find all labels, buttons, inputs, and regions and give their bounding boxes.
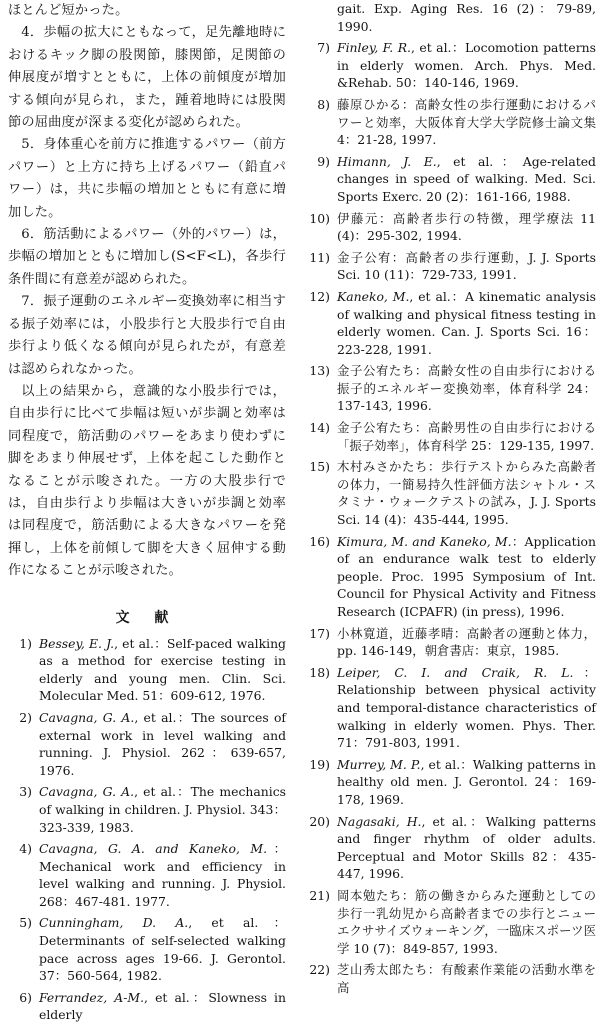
reference-citation: , et al.：The mechanics of walking in children. J. Physiol. 343：323-339, 1983. xyxy=(39,784,287,835)
reference-number: 15) xyxy=(309,459,330,475)
reference-citation: 金子公宥たち：高齢女性の自由歩行における振子的エネルギー変換効率，体育科学 24：137-143, 1996. xyxy=(337,363,596,414)
reference-text xyxy=(337,39,596,92)
reference-item xyxy=(8,989,286,1024)
reference-text xyxy=(337,887,596,957)
reference-authors: Cavagna, G. A. and Kaneko, M. xyxy=(39,841,268,857)
reference-item xyxy=(8,783,286,836)
reference-number: 9) xyxy=(317,153,330,169)
references-heading: 文 献 xyxy=(115,609,179,626)
reference-citation: 伊藤元：高齢者歩行の特徴，理学療法 11 (4)：295-302, 1994. xyxy=(337,210,596,244)
reference-number: 13) xyxy=(309,363,330,379)
reference-text xyxy=(39,635,286,705)
reference-number: 4) xyxy=(19,841,32,857)
reference-text xyxy=(39,709,286,779)
reference-citation: 藤原ひかる：高齢女性の歩行運動におけるパワーと効率，大阪体育大学大学院修士論文集 4：21-28, 1997. xyxy=(337,96,596,148)
reference-item xyxy=(306,362,596,415)
reference-text xyxy=(337,813,596,883)
reference-authors: Murrey, M. P. xyxy=(337,756,421,772)
reference-item xyxy=(306,887,596,957)
reference-citation: ：Relationship between physical activity and temporal-distance characteristics of walking in elderly women. Phys. Ther. 71：791-803, 1991. xyxy=(337,664,596,751)
reference-text xyxy=(337,533,596,621)
reference-citation: ：Mechanical work and efficiency in level walking and running. J. Physiol. 268：467-481. 1977. xyxy=(39,841,286,909)
reference-number: 18) xyxy=(309,664,330,680)
reference-citation: , et al.：Self-paced walking as a method for exercise testing in elderly and young men. Clin. Sci. Molecular Med. 51：609-612, 1976. xyxy=(39,635,286,704)
reference-number: 16) xyxy=(309,533,330,549)
references-list-right xyxy=(306,0,596,996)
reference-citation: 小林寛道，近藤孝晴：高齢者の運動と体力，pp. 146-149，朝倉書店：東京，1985. xyxy=(337,625,596,659)
reference-number: 17) xyxy=(309,625,330,641)
reference-text xyxy=(337,419,596,454)
reference-number: 11) xyxy=(309,249,330,265)
reference-authors: Cunningham, D. A. xyxy=(39,915,189,931)
paragraph-finding-5: 5．身体重心を前方に推進するパワー（前方パワー）と上方に持ち上げるパワー（鉛直パワー）は，共に歩幅の増加とともに有意に増加した。 xyxy=(8,137,286,220)
reference-number: 14) xyxy=(309,420,330,436)
reference-citation: , et al.：Slowness in elderly xyxy=(39,989,286,1023)
reference-item xyxy=(306,96,596,149)
reference-item xyxy=(306,249,596,284)
reference-citation: , et al.：Determinants of self-selected walking pace across ages 19-66. J. Gerontol. 37：560-564, 1982. xyxy=(39,915,286,984)
reference-number: 6) xyxy=(19,989,32,1005)
right-column xyxy=(306,0,596,1000)
reference-authors: Bessey, E. J. xyxy=(39,635,115,651)
reference-number: 21) xyxy=(309,887,330,903)
reference-number: 20) xyxy=(309,813,330,829)
references-list-left xyxy=(8,635,286,1024)
paragraph-continuation: ほとんど短かった。 xyxy=(8,3,129,18)
reference-item xyxy=(306,288,596,358)
reference-item xyxy=(8,840,286,910)
reference-text xyxy=(337,153,596,206)
reference-item xyxy=(8,635,286,705)
left-column xyxy=(8,0,286,1028)
reference-citation: , et al.：The sources of external work in level walking and running. J. Physiol. 262：639-657, 1976. xyxy=(39,709,286,778)
reference-number: 7) xyxy=(317,40,330,56)
reference-citation: , et al.：A kinematic analysis of walking and physical fitness testing in elderly women. Can. J. Sports Sci. 16：223-228, 1991. xyxy=(337,288,596,357)
reference-citation: 木村みさかたち：歩行テストからみた高齢者の体力，一簡易持久性評価方法シャトル・スタミナ・ウォークテストの試み，J. J. Sports Sci. 14 (4)：435-444, 1995. xyxy=(337,459,596,528)
reference-citation: , et al.：Walking patterns in healthy old men. J. Gerontol. 24：169-178, 1969. xyxy=(337,756,597,807)
reference-number: 12) xyxy=(309,288,330,304)
reference-item xyxy=(306,153,596,206)
reference-item xyxy=(306,664,596,752)
reference-number: 2) xyxy=(19,709,32,725)
reference-item xyxy=(8,914,286,984)
reference-citation: 金子公宥：高齢者の歩行運動，J. J. Sports Sci. 10 (11)：729-733, 1991. xyxy=(337,249,596,283)
reference-item xyxy=(306,533,596,621)
reference-citation: 芝山秀太郎たち：有酸素作業能の活動水準を高 xyxy=(337,962,596,995)
paragraph-finding-7: 7．振子運動のエネルギー変換効率に相当する振子効率には，小股歩行と大股歩行で自由歩行より低くなる傾向が見られたが，有意差は認められなかった。 xyxy=(8,294,286,377)
reference-citation: gait. Exp. Aging Res. 16 (2)：79-89, 1990. xyxy=(337,1,596,34)
reference-text xyxy=(39,989,286,1024)
reference-text xyxy=(39,783,286,836)
reference-item xyxy=(306,458,596,528)
paragraph-conclusion: 以上の結果から，意識的な小股歩行では，自由歩行に比べて歩幅は短いが歩調と効率は同程度で，筋活動のパワーをあまり使わずに脚をあまり伸展せず，上体を起こした動作となることが示唆された。一方の大股歩行では，自由歩行より歩幅は大きいが歩調と効率は同程度で，筋活動による大きなパワーを発揮し，上体を前傾して脚を大きく屈伸する動作になることが示唆された。 xyxy=(8,383,286,579)
reference-authors: Leiper, C. I. and Craik, R. L. xyxy=(337,664,574,680)
reference-item xyxy=(306,813,596,883)
reference-item xyxy=(306,210,596,245)
paragraph-finding-6: 6．筋活動によるパワー（外的パワー）は，歩幅の増加とともに増加し(S<F<L)，各歩行条件間に有意差が認められた。 xyxy=(8,227,286,287)
reference-text xyxy=(337,664,596,752)
reference-number: 5) xyxy=(19,915,32,931)
reference-authors: Cavagna, G. A. xyxy=(39,709,135,725)
reference-text xyxy=(337,458,596,528)
reference-item xyxy=(306,625,596,660)
reference-citation: ：Application of an endurance walk test to elderly people. Proc. 1995 Symposium of Int. Council for Physical Activity and Fitness Research (ICPAFR) (in press), 1996. xyxy=(337,533,596,619)
reference-citation: 岡本勉たち：筋の働きからみた運動としての歩行一乳幼児から高齢者までの歩行とニューエクササイズウォーキング，一臨床スポーツ医学 10 (7)：849-857, 1993. xyxy=(337,887,596,956)
reference-number xyxy=(306,0,337,35)
reference-item xyxy=(306,961,596,996)
reference-number: 19) xyxy=(309,756,330,772)
reference-text xyxy=(337,756,596,809)
reference-text xyxy=(337,288,596,358)
reference-citation: 金子公宥たち：高齢男性の自由歩行における「振子効率」，体育科学 25：129-135, 1997. xyxy=(337,420,596,453)
reference-number: 3) xyxy=(19,784,32,800)
reference-number: 1) xyxy=(19,635,32,651)
reference-authors: Kaneko, M. xyxy=(337,288,410,304)
reference-number: 22) xyxy=(309,962,330,978)
reference-authors: Nagasaki, H. xyxy=(337,813,422,829)
reference-item xyxy=(306,419,596,454)
reference-item xyxy=(8,709,286,779)
reference-item xyxy=(306,0,596,35)
reference-authors: Kimura, M. and Kaneko, M. xyxy=(337,533,512,549)
reference-citation: , et al.：Locomotion patterns in elderly women. Arch. Phys. Med. &Rehab. 50：140-146, 1969. xyxy=(337,40,596,91)
reference-text xyxy=(337,362,596,415)
reference-citation: , et al.：Walking patterns and finger rhythm of older adults. Perceptual and Motor Skills 82：435-447, 1996. xyxy=(337,813,597,882)
reference-item xyxy=(306,756,596,809)
reference-text xyxy=(337,625,596,660)
reference-text xyxy=(39,914,286,984)
paragraph-finding-4: 4．歩幅の拡大にともなって，足先離地時におけるキック脚の股関節，膝関節，足関節の伸展度が増すとともに，上体の前傾度が増加する傾向が見られ，また，踵着地時には股関節の屈曲度が深まる変化が認められた。 xyxy=(8,25,286,131)
reference-item xyxy=(306,39,596,92)
reference-number: 10) xyxy=(309,210,330,226)
reference-authors: Cavagna, G. A. xyxy=(39,784,135,800)
reference-text xyxy=(39,840,286,910)
reference-text xyxy=(337,210,596,245)
reference-text xyxy=(337,0,596,35)
reference-authors: Ferrandez, A-M. xyxy=(39,989,145,1005)
reference-citation: , et al.：Age-related changes in speed of walking. Med. Sci. Sports Exerc. 20 (2)：161-166, 1988. xyxy=(337,153,596,204)
reference-number: 8) xyxy=(317,96,330,112)
reference-text xyxy=(337,961,596,996)
reference-authors: Finley, F. R. xyxy=(337,40,411,56)
reference-text xyxy=(337,96,596,149)
reference-text xyxy=(337,249,596,284)
reference-authors: Himann, J. E. xyxy=(337,153,437,169)
